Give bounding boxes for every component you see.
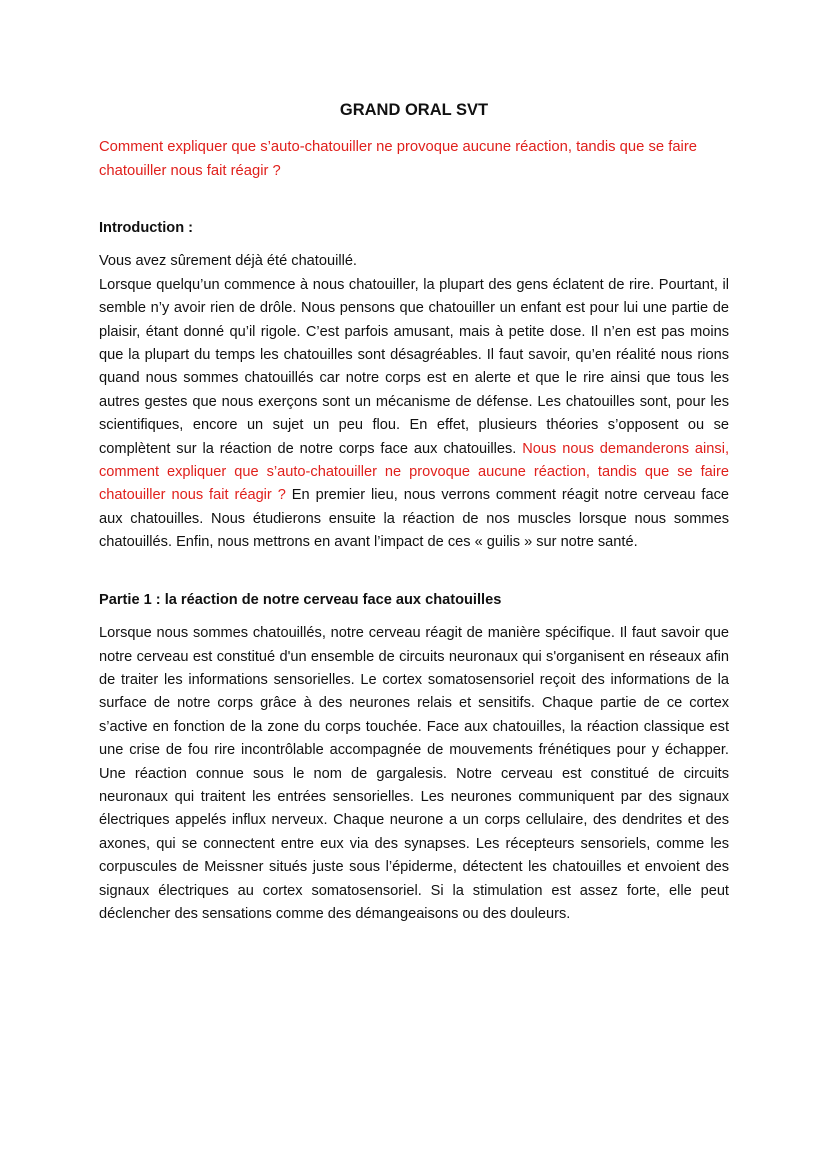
introduction-paragraph	[99, 274, 729, 555]
document-page	[99, 98, 729, 926]
introduction-heading: Introduction :	[99, 220, 194, 236]
introduction-body-after: En premier lieu, nous verrons comment réagit notre cerveau face aux chatouilles. Nous étudierons ensuite la réaction de nos muscles lorsque nous sommes chatouillés. Enfin, nous mettrons en avant l’impact de ces « guilis » sur notre santé.	[99, 487, 730, 551]
part1-heading: Partie 1 : la réaction de notre cerveau face aux chatouilles	[99, 591, 502, 608]
part1-paragraph: Lorsque nous sommes chatouillés, notre cerveau réagit de manière spécifique. Il faut savoir que notre cerveau est constitué d'un ensemble de circuits neuronaux qui s'organisent en réseaux afin de traiter les informations sensorielles. Le cortex somatosensoriel reçoit des informations de la surface de notre corps grâce à des neurones relais et sensitifs. Chaque partie de ce cortex s’active en fonction de la zone du corps touchée. Face aux chatouilles, la réaction classique est une crise de fou rire incontrôlable accompagnée de mouvements frénétiques pour y échapper. Une réaction connue sous le nom de gargalesis. Notre cerveau est constitué de circuits neuronaux qui traitent les entrées sensorielles. Les neurones communiquent par des signaux électriques appelés influx nerveux. Chaque neurone a un corps cellulaire, des dendrites et des axones, qui se connectent entre eux via des synapses. Les récepteurs sensoriels, comme les corpuscules de Meissner situés juste sous l’épiderme, détectent les chatouilles et envoient des signaux électriques au cortex somatosensoriel. Si la stimulation est assez forte, elle peut déclencher des sensations comme des démangeaisons ou des douleurs.	[99, 625, 729, 922]
introduction-opening-line: Vous avez sûrement déjà été chatouillé.	[99, 253, 357, 270]
introduction-body-before: Lorsque quelqu’un commence à nous chatouiller, la plupart des gens éclatent de rire. Pourtant, il semble n’y avoir rien de drôle. Nous pensons que chatouiller un enfant est pour lui une partie de plaisir, étant donné qu’il rigole. C’est parfois amusant, mais à petite dose. Il n’en est pas moins que la plupart du temps les chatouilles sont désagréables. Il faut savoir, qu’en réalité nous rions quand nous sommes chatouillés car notre corps est en alerte et que le rire ainsi que tous les autres gestes que nous exerçons sont un mécanisme de défense. Les chatouilles sont, pour les scientifiques, encore un sujet un peu flou. En effet, plusieurs théories s’opposent ou se complètent sur la réaction de notre corps face aux chatouilles.	[99, 276, 729, 457]
document-title: GRAND ORAL SVT	[339, 101, 489, 119]
introduction-problematique: Nous nous demanderons ainsi, comment expliquer que s’auto-chatouiller ne provoque aucune réaction, tandis que se faire chatouiller nous fait réagir ?	[99, 440, 729, 504]
research-question: Comment expliquer que s’auto-chatouiller ne provoque aucune réaction, tandis que se faire chatouiller nous fait réagir ?	[99, 139, 697, 179]
